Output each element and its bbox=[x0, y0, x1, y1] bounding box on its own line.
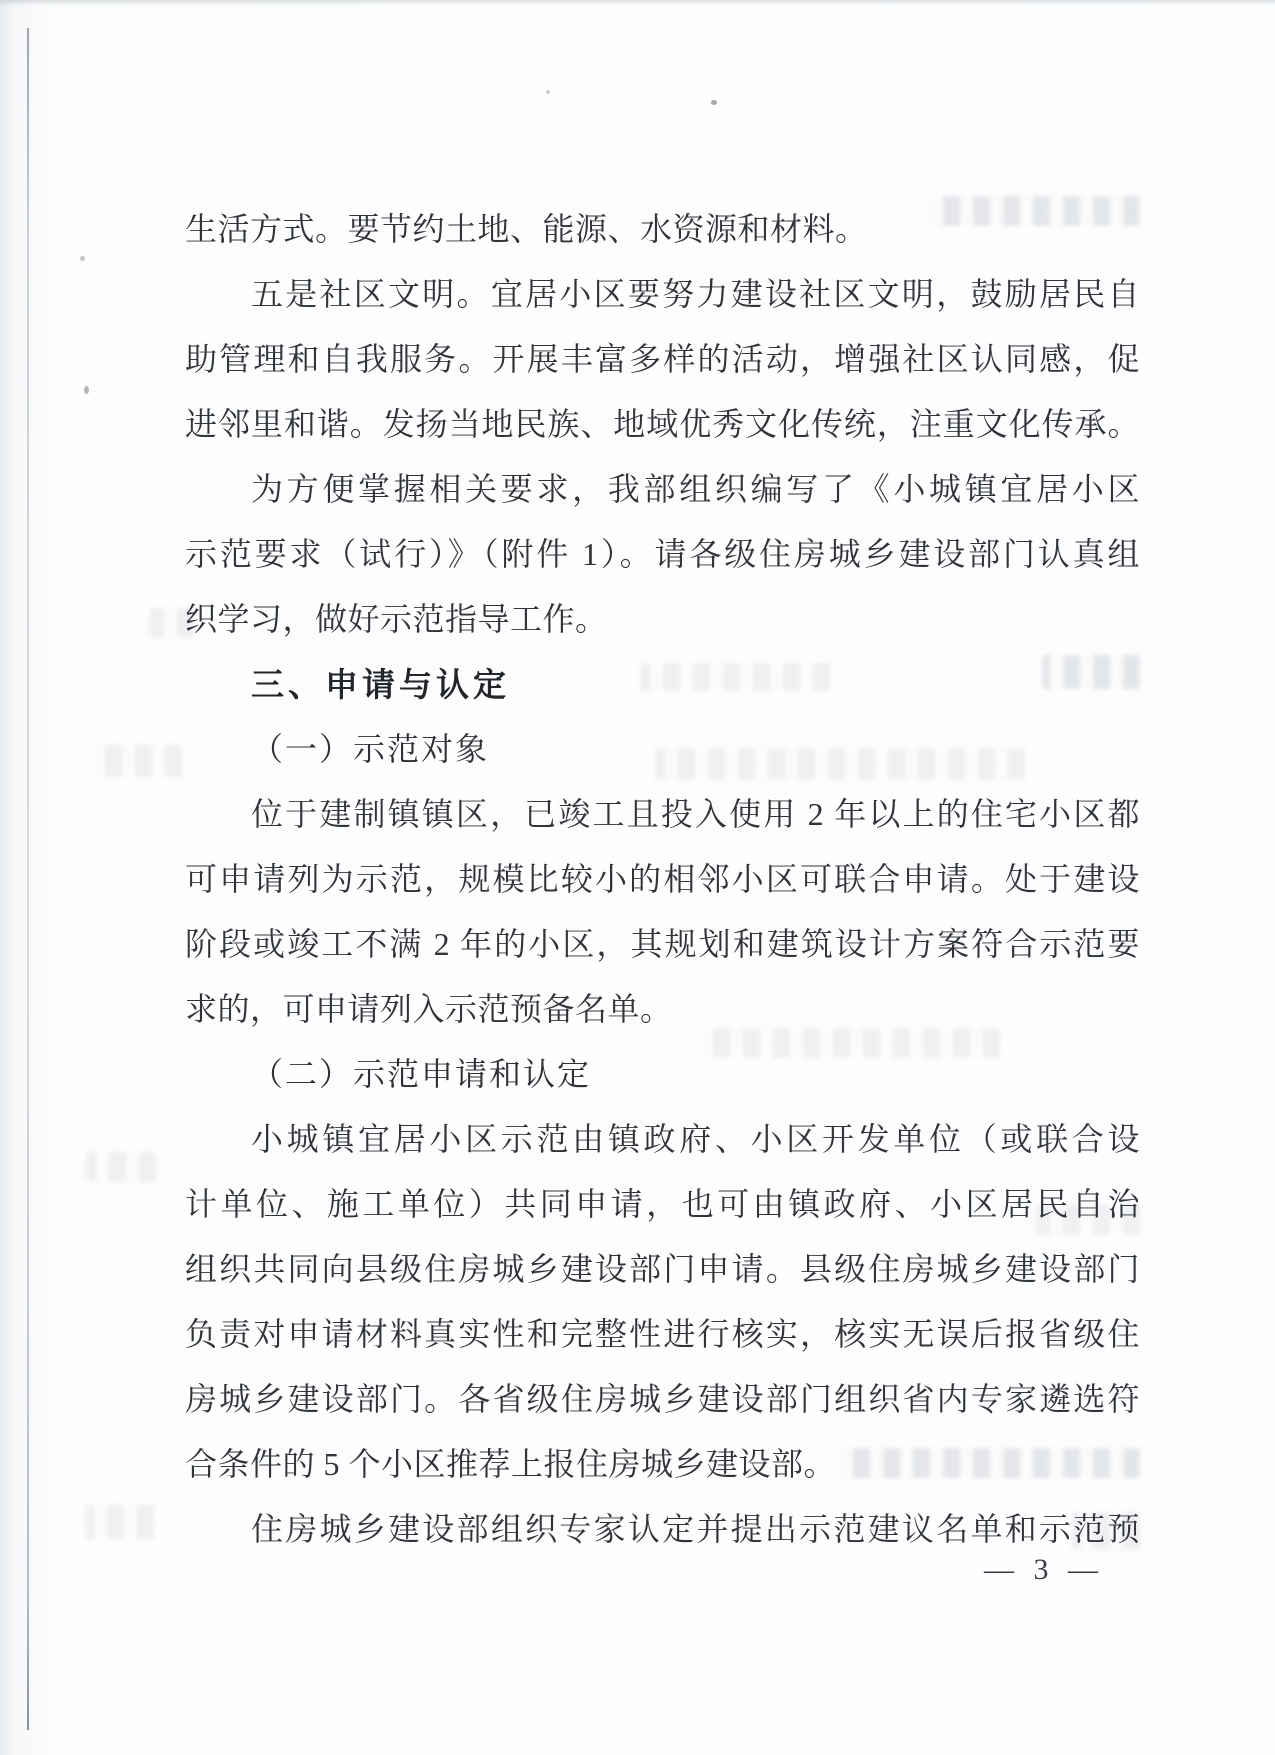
text-line: 计单位、施工单位）共同申请，也可由镇政府、小区居民自治 bbox=[185, 1186, 1140, 1222]
bleed-through-artifact bbox=[92, 745, 182, 777]
text-line: 阶段或竣工不满 2 年的小区，其规划和建筑设计方案符合示范要 bbox=[185, 926, 1140, 962]
text-line: 五是社区文明。宜居小区要努力建设社区文明，鼓励居民自 bbox=[251, 276, 1140, 312]
scan-speck bbox=[84, 386, 89, 394]
scan-speck bbox=[546, 90, 550, 94]
document-body bbox=[185, 197, 1140, 1562]
scan-speck bbox=[80, 256, 85, 261]
bleed-through-artifact bbox=[86, 1505, 154, 1539]
page-number: — 3 — bbox=[984, 1553, 1104, 1586]
text-line: 小城镇宜居小区示范由镇政府、小区开发单位（或联合设 bbox=[251, 1121, 1140, 1157]
section-heading: 三、申请与认定 bbox=[251, 665, 510, 704]
text-line: 房城乡建设部门。各省级住房城乡建设部门组织省内专家遴选符 bbox=[185, 1381, 1140, 1417]
text-line: 负责对申请材料真实性和完整性进行核实，核实无误后报省级住 bbox=[185, 1316, 1140, 1352]
text-line: 进邻里和谐。发扬当地民族、地域优秀文化传统，注重文化传承。 bbox=[185, 406, 1140, 442]
text-line: 合条件的 5 个小区推荐上报住房城乡建设部。 bbox=[185, 1446, 837, 1482]
text-line: 求的，可申请列入示范预备名单。 bbox=[185, 991, 673, 1027]
sub-heading: （一）示范对象 bbox=[251, 731, 490, 767]
text-line: 示范要求（试行）》（附件 1）。请各级住房城乡建设部门认真组 bbox=[185, 536, 1140, 572]
text-line: 为方便掌握相关要求，我部组织编写了《小城镇宜居小区 bbox=[251, 471, 1140, 507]
text-line: 组织共同向县级住房城乡建设部门申请。县级住房城乡建设部门 bbox=[185, 1251, 1140, 1287]
text-line: 生活方式。要节约土地、能源、水资源和材料。 bbox=[185, 211, 868, 247]
sub-heading: （二）示范申请和认定 bbox=[251, 1056, 592, 1092]
scan-speck bbox=[711, 100, 717, 105]
bleed-through-artifact bbox=[86, 1152, 156, 1182]
text-line: 织学习，做好示范指导工作。 bbox=[185, 601, 608, 637]
text-line: 助管理和自我服务。开展丰富多样的活动，增强社区认同感，促 bbox=[185, 341, 1140, 377]
text-line: 位于建制镇镇区，已竣工且投入使用 2 年以上的住宅小区都 bbox=[251, 796, 1140, 832]
scan-fold-line bbox=[27, 28, 29, 1730]
text-line: 住房城乡建设部组织专家认定并提出示范建议名单和示范预 bbox=[251, 1511, 1140, 1547]
text-line: 可申请列为示范，规模比较小的相邻小区可联合申请。处于建设 bbox=[185, 861, 1140, 897]
